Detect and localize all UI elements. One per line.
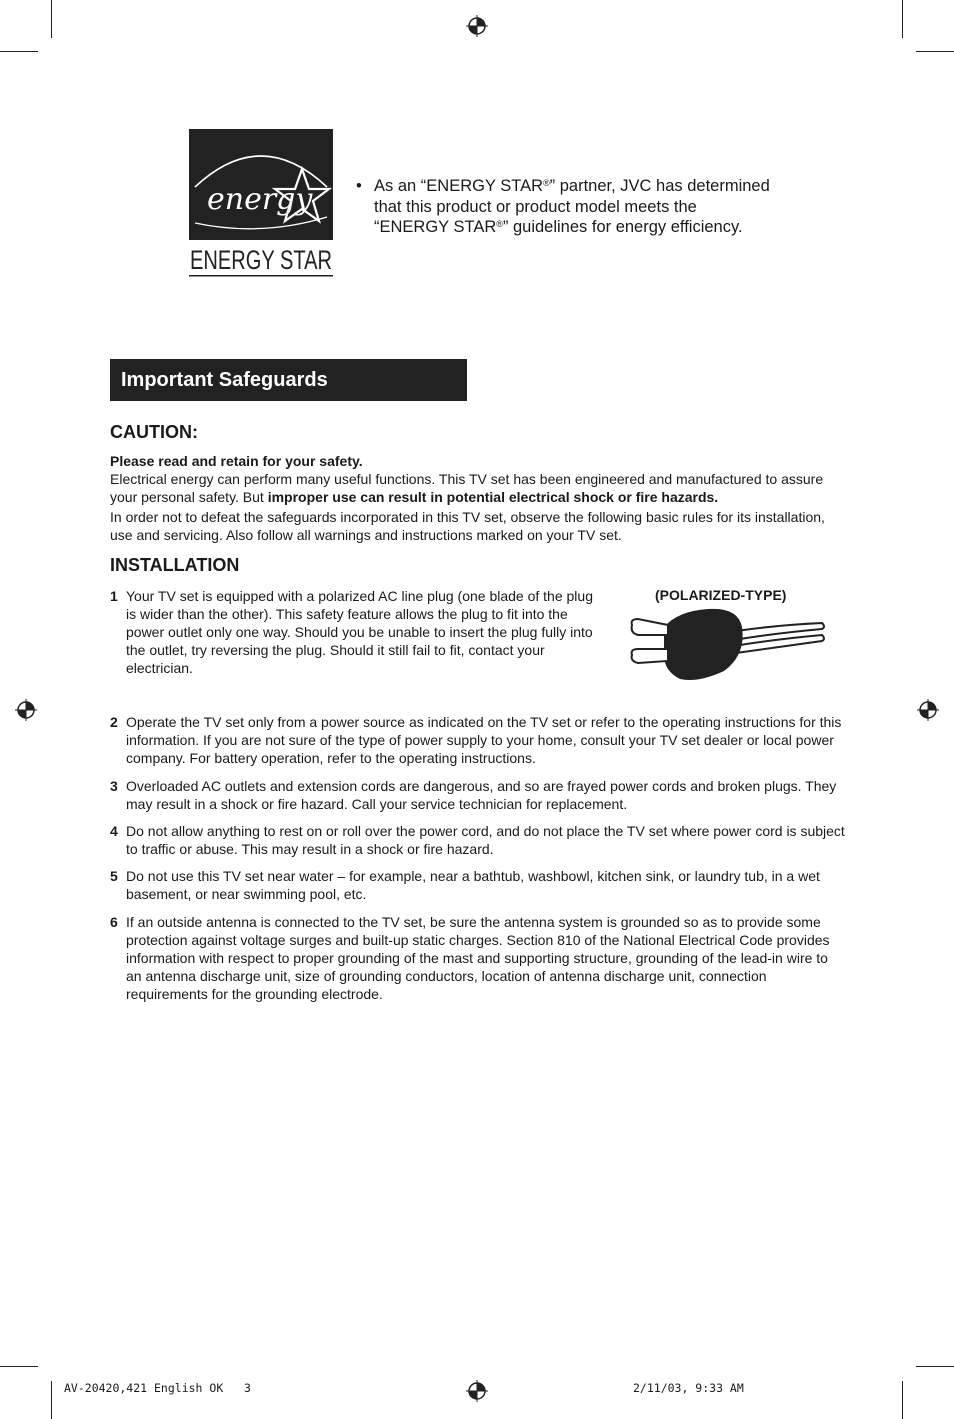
- energy-star-logo: [189, 129, 333, 279]
- crop-mark: [51, 0, 52, 38]
- section-title: Important Safeguards: [121, 369, 328, 391]
- list-item: 3 Overloaded AC outlets and extension cords are dangerous, and so are frayed power cords and broken plugs. They may result in a shock or fire hazard. Call your service technician for replacement.: [110, 778, 837, 812]
- energy-script: energy: [207, 182, 313, 217]
- energy-star-statement: [356, 176, 806, 238]
- caution-intro: [110, 452, 850, 544]
- footer-file-info: AV-20420,421 English OK 3: [64, 1381, 251, 1395]
- list-item: 4 Do not allow anything to rest on or roll over the power cord, and do not place the TV set where power cord is subject to traffic or abuse. This may result in a shock or fire hazard.: [110, 823, 845, 857]
- crop-mark: [902, 0, 903, 38]
- section-header: [110, 359, 467, 401]
- crop-mark: [916, 51, 954, 52]
- crop-mark: [0, 1366, 38, 1367]
- list-item: 5 Do not use this TV set near water – for example, near a bathtub, washbowl, kitchen sink, or laundry tub, in a wet basement, or near swimming pool, etc.: [110, 868, 820, 902]
- caution-paragraph-2: In order not to defeat the safeguards incorporated in this TV set, observe the following basic rules for its installation, use and servicing. Also follow all warnings and instructions marked on your TV set.: [110, 509, 825, 543]
- footer-timestamp: 2/11/03, 9:33 AM: [633, 1381, 744, 1395]
- polarized-plug-illustration: [628, 607, 826, 681]
- energy-line-1: As an “ENERGY STAR®” partner, JVC has determined: [374, 177, 770, 195]
- list-item: 6 If an outside antenna is connected to the TV set, be sure the antenna system is grounded so as to provide some protection against voltage surges and built-up static charges. Section 810 of the National Electrical Code provides information with respect to proper grounding of the mast and supporting structure, grounding of the lead-in wire to an antenna discharge unit, size of grounding conductors, location of antenna discharge unit, connection requirements for the grounding electrode.: [110, 914, 830, 1002]
- caution-paragraph: Electrical energy can perform many useful functions. This TV set has been engineered and manufactured to assure your personal safety. But improper use can result in potential electrical shock or fire hazards.: [110, 471, 824, 505]
- list-item: 2 Operate the TV set only from a power source as indicated on the TV set or refer to the operating instructions for this information. If you are not sure of the type of power supply to your home, consult your TV set dealer or local power company. For battery operation, refer to the operating instructions.: [110, 714, 842, 766]
- energy-line-2: that this product or product model meets the: [374, 197, 697, 216]
- crop-mark: [51, 1381, 52, 1419]
- crop-mark: [916, 1366, 954, 1367]
- registration-mark-icon: [15, 699, 37, 721]
- caution-heading: CAUTION:: [110, 422, 198, 442]
- registration-mark-icon: [917, 699, 939, 721]
- registration-mark-icon: [466, 1380, 488, 1402]
- plug-label: (POLARIZED-TYPE): [655, 587, 787, 603]
- registration-mark-icon: [466, 15, 488, 37]
- caution-bold-line: Please read and retain for your safety.: [110, 453, 363, 469]
- installation-heading: INSTALLATION: [110, 555, 240, 575]
- crop-mark: [0, 51, 38, 52]
- list-item: 1 Your TV set is equipped with a polarized AC line plug (one blade of the plug is wider than the other). This safety feature allows the plug to fit into the power outlet only one way. Should you be unable to insert the plug fully into the outlet, try reversing the plug. Should it still fail to fit, contact your electrician.: [110, 588, 593, 676]
- crop-mark: [902, 1381, 903, 1419]
- energy-line-3: “ENERGY STAR®” guidelines for energy efficiency.: [374, 218, 743, 236]
- energy-star-label: ENERGY STAR: [190, 245, 332, 275]
- bullet: •: [356, 177, 362, 195]
